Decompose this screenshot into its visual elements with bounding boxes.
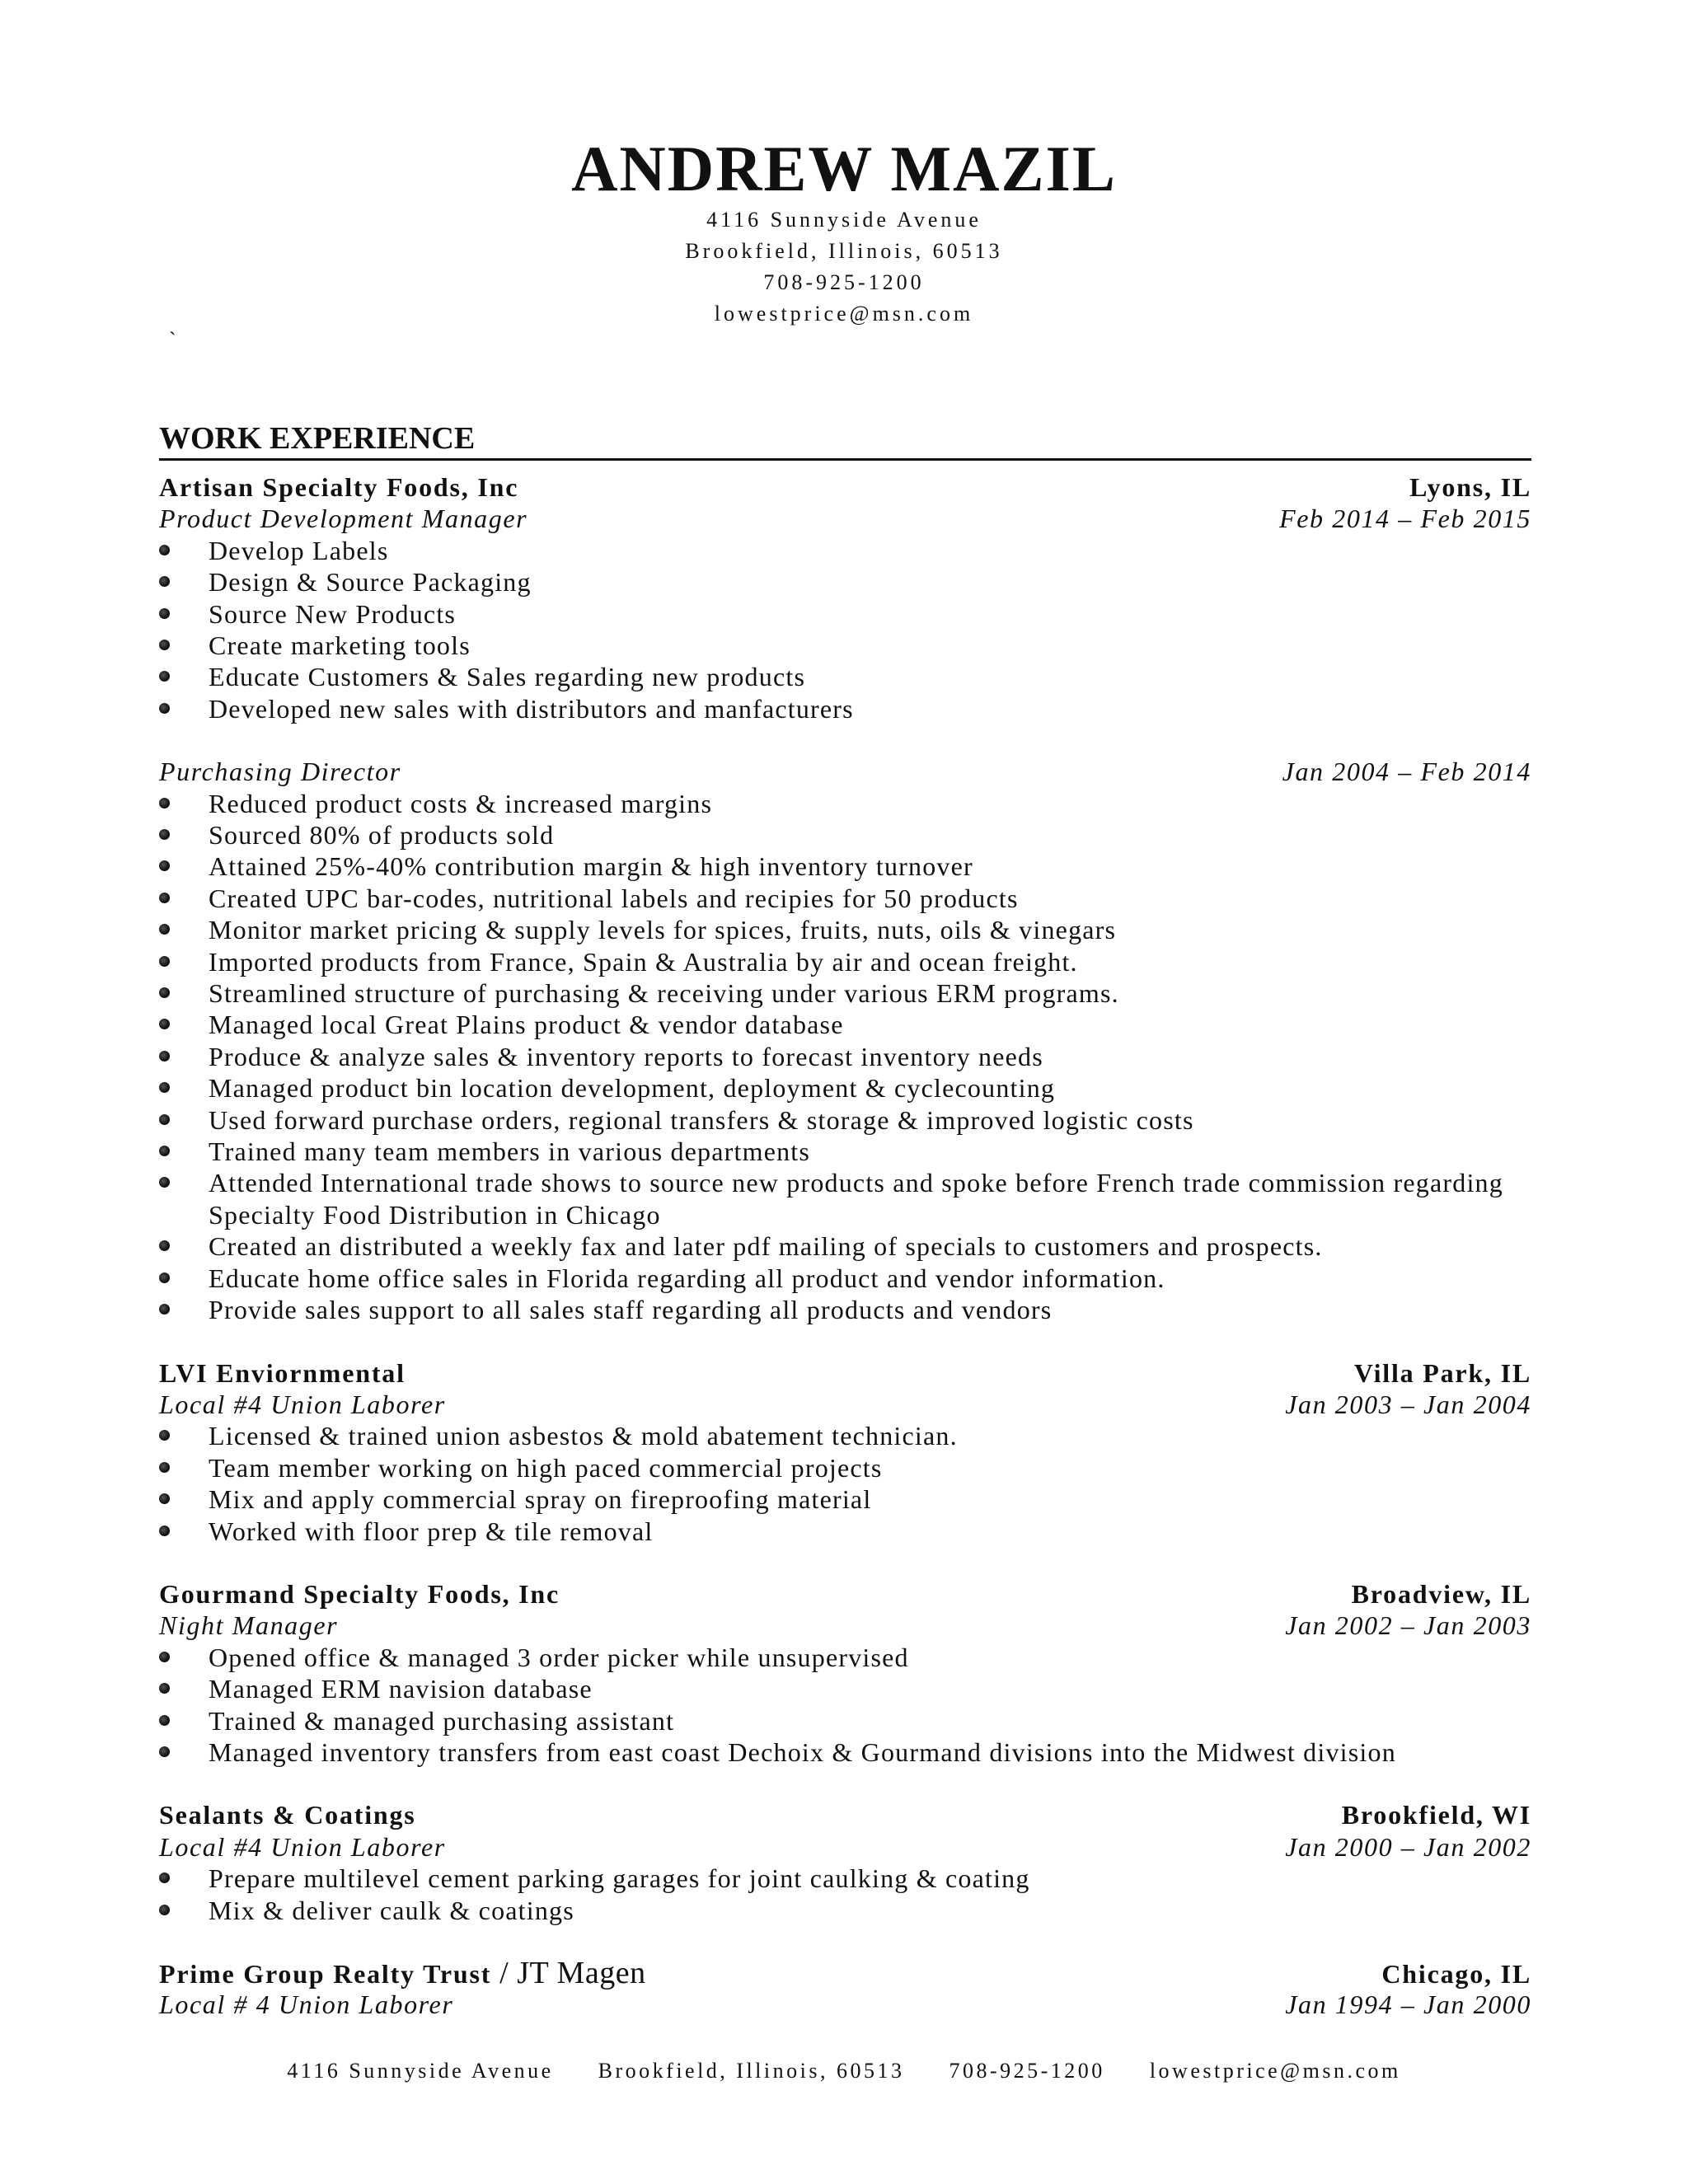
bullet-icon (159, 1114, 170, 1125)
company-name-suffix: / JT Magen (491, 1955, 646, 1990)
list-item: Streamlined structure of purchasing & receiving under various ERM programs. (159, 977, 1531, 1009)
list-item: Reduced product costs & increased margins (159, 788, 1531, 819)
job-role: Local # 4 Union Laborer (159, 1990, 454, 2020)
job-role-row (159, 1831, 1531, 1863)
job-dates: Jan 2003 – Jan 2004 (1285, 1389, 1531, 1419)
bullet-icon (159, 1177, 170, 1188)
phone-line: 708-925-1200 (763, 270, 925, 294)
footer-city: Brookfield, Illinois, 60513 (598, 2059, 905, 2083)
bullet-icon (159, 608, 170, 619)
list-item: Managed inventory transfers from east coast Dechoix & Gourmand divisions into the Midwest division (159, 1736, 1531, 1768)
list-item: Team member working on high paced commercial projects (159, 1452, 1531, 1483)
list-item: Licensed & trained union asbestos & mold abatement technician. (159, 1420, 1531, 1451)
bullet-icon (159, 1872, 170, 1883)
bullet-icon (159, 1019, 170, 1029)
list-item: Educate Customers & Sales regarding new products (159, 661, 1531, 692)
company-name: Gourmand Specialty Foods, Inc (159, 1578, 560, 1609)
job-header-prime (159, 1957, 1531, 1989)
footer-phone: 708-925-1200 (949, 2059, 1105, 2083)
bullet-icon (159, 1493, 170, 1504)
bullet-icon (159, 671, 170, 682)
list-item: Managed local Great Plains product & vendor database (159, 1009, 1531, 1040)
footer-address: 4116 Sunnyside Avenue (287, 2059, 554, 2083)
job-role: Product Development Manager (159, 504, 528, 534)
job-header-lvi (159, 1357, 1531, 1389)
bullet-list-lvi (159, 1420, 1531, 1547)
list-item: Mix & deliver caulk & coatings (159, 1895, 1531, 1926)
bullet-list-artisan (159, 535, 1531, 724)
job-location: Villa Park, IL (1353, 1357, 1531, 1388)
list-item: Educate home office sales in Florida regarding all product and vendor information. (159, 1263, 1531, 1294)
work-experience-content (159, 471, 1531, 2021)
list-item: Opened office & managed 3 order picker while unsupervised (159, 1642, 1531, 1673)
page-footer (0, 2059, 1688, 2083)
list-item: Trained & managed purchasing assistant (159, 1705, 1531, 1736)
bullet-icon (159, 1304, 170, 1315)
bullet-icon (159, 924, 170, 935)
list-item: Attended International trade shows to source new products and spoke before French trade commission regarding Specialty Food Distribution in Chicago (159, 1167, 1531, 1230)
list-item: Used forward purchase orders, regional transfers & storage & improved logistic costs (159, 1104, 1531, 1136)
candidate-name: ANDREW MAZIL (571, 133, 1117, 204)
list-item: Imported products from France, Spain & Australia by air and ocean freight. (159, 946, 1531, 977)
bullet-icon (159, 1462, 170, 1473)
bullet-icon (159, 1715, 170, 1726)
job-dates: Jan 2002 – Jan 2003 (1285, 1610, 1531, 1641)
job-role: Night Manager (159, 1610, 339, 1641)
list-item: Create marketing tools (159, 630, 1531, 661)
company-name: Prime Group Realty Trust / JT Magen (159, 1955, 646, 1990)
list-item: Created UPC bar-codes, nutritional labels and recipies for 50 products (159, 883, 1531, 914)
contact-block (0, 204, 1688, 330)
address-line: 4116 Sunnyside Avenue (706, 208, 982, 232)
bullet-list-gourmand (159, 1642, 1531, 1769)
bullet-icon (159, 1082, 170, 1093)
list-item: Source New Products (159, 598, 1531, 630)
bullet-icon (159, 1683, 170, 1694)
job-role-row (159, 756, 1531, 787)
section-title-work-experience: WORK EXPERIENCE (159, 420, 1531, 461)
job-location: Chicago, IL (1381, 1958, 1531, 1989)
job-dates: Jan 2000 – Jan 2002 (1285, 1831, 1531, 1862)
bullet-icon (159, 1746, 170, 1757)
job-role-row (159, 1610, 1531, 1641)
bullet-icon (159, 987, 170, 998)
list-item: Design & Source Packaging (159, 566, 1531, 598)
job-dates: Feb 2014 – Feb 2015 (1279, 504, 1531, 534)
list-item: Develop Labels (159, 535, 1531, 566)
job-location: Brookfield, WI (1341, 1800, 1531, 1830)
bullet-icon (159, 798, 170, 808)
email-line: lowestprice@msn.com (714, 302, 974, 326)
bullet-icon (159, 1526, 170, 1536)
list-item: Produce & analyze sales & inventory reports to forecast inventory needs (159, 1041, 1531, 1072)
city-line: Brookfield, Illinois, 60513 (685, 239, 1003, 263)
bullet-list-sealants (159, 1863, 1531, 1926)
job-location: Lyons, IL (1409, 472, 1531, 502)
bullet-icon (159, 1905, 170, 1915)
job-header-artisan (159, 471, 1531, 503)
job-dates: Jan 2004 – Feb 2014 (1282, 757, 1531, 787)
bullet-icon (159, 1240, 170, 1251)
list-item: Managed ERM navision database (159, 1673, 1531, 1704)
stray-mark: ` (169, 328, 176, 352)
list-item: Attained 25%-40% contribution margin & high inventory turnover (159, 851, 1531, 882)
bullet-icon (159, 829, 170, 840)
list-item: Monitor market pricing & supply levels for spices, fruits, nuts, oils & vinegars (159, 914, 1531, 945)
list-item: Created an distributed a weekly fax and later pdf mailing of specials to customers and prospects. (159, 1230, 1531, 1262)
job-location: Broadview, IL (1351, 1578, 1531, 1609)
job-role: Local #4 Union Laborer (159, 1389, 446, 1419)
bullet-icon (159, 1146, 170, 1156)
bullet-icon (159, 703, 170, 714)
list-item: Developed new sales with distributors and manfacturers (159, 693, 1531, 724)
job-role: Local #4 Union Laborer (159, 1831, 446, 1862)
list-item: Provide sales support to all sales staff regarding all products and vendors (159, 1294, 1531, 1325)
job-header-sealants (159, 1799, 1531, 1830)
bullet-icon (159, 640, 170, 650)
company-name: LVI Enviornmental (159, 1357, 406, 1388)
company-name: Artisan Specialty Foods, Inc (159, 472, 519, 502)
bullet-icon (159, 1652, 170, 1662)
bullet-icon (159, 860, 170, 871)
job-role-row (159, 503, 1531, 534)
bullet-icon (159, 1051, 170, 1062)
bullet-icon (159, 1272, 170, 1283)
footer-email: lowestprice@msn.com (1149, 2059, 1401, 2083)
bullet-list-purchasing (159, 788, 1531, 1326)
list-item: Mix and apply commercial spray on fireproofing material (159, 1483, 1531, 1515)
job-role-row (159, 1989, 1531, 2020)
job-header-gourmand (159, 1578, 1531, 1610)
bullet-icon (159, 545, 170, 555)
job-role-row (159, 1389, 1531, 1420)
bullet-icon (159, 1430, 170, 1441)
list-item: Sourced 80% of products sold (159, 819, 1531, 851)
job-role: Purchasing Director (159, 757, 401, 787)
job-dates: Jan 1994 – Jan 2000 (1285, 1990, 1531, 2020)
bullet-icon (159, 893, 170, 903)
list-item: Managed product bin location development, deployment & cyclecounting (159, 1072, 1531, 1104)
list-item: Prepare multilevel cement parking garages for joint caulking & coating (159, 1863, 1531, 1894)
list-item: Trained many team members in various departments (159, 1136, 1531, 1167)
bullet-icon (159, 576, 170, 587)
company-name: Sealants & Coatings (159, 1800, 416, 1830)
bullet-icon (159, 956, 170, 967)
list-item: Worked with floor prep & tile removal (159, 1516, 1531, 1547)
